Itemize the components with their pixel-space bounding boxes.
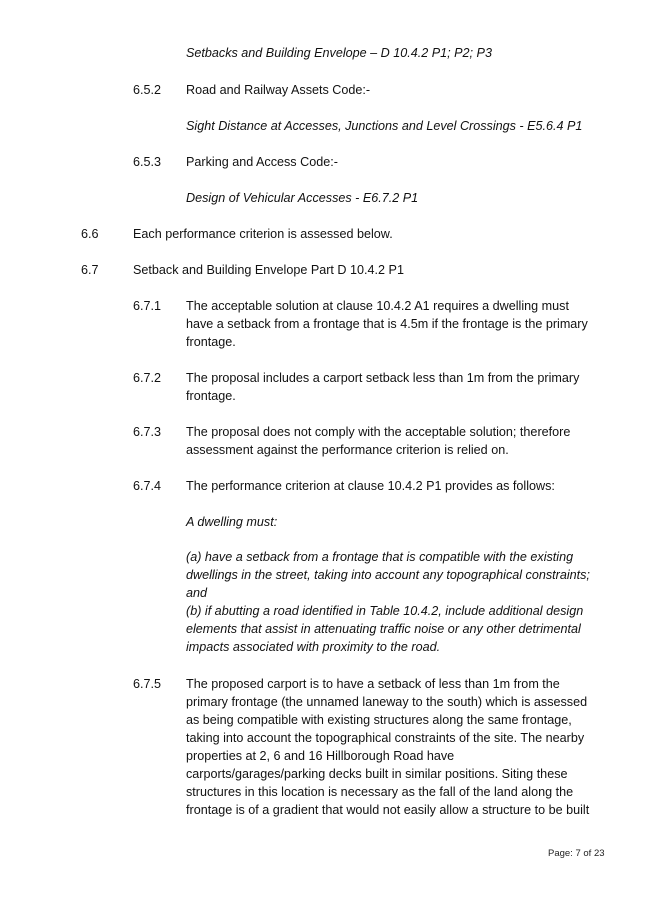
quote-line: and: [186, 586, 208, 600]
paragraph-line: properties at 2, 6 and 16 Hillborough Road have: [186, 749, 455, 763]
quote-line: impacts associated with proximity to the road.: [186, 640, 441, 654]
section-number-6-5-3: 6.5.3: [133, 155, 162, 169]
quoted-criterion: [186, 548, 606, 656]
quote-intro: A dwelling must:: [186, 515, 278, 529]
paragraph-line: The proposal does not comply with the acceptable solution; therefore: [186, 425, 571, 439]
paragraph-line: structures in this location is necessary as the fall of the land along the: [186, 785, 574, 799]
paragraph-line: primary frontage (the unnamed laneway to the south) which is assessed: [186, 695, 588, 709]
clause-reference-sight-distance: Sight Distance at Accesses, Junctions and Level Crossings - E5.6.4 P1: [186, 119, 583, 133]
section-number-6-7-1: 6.7.1: [133, 299, 162, 313]
section-heading-road-railway-assets: Road and Railway Assets Code:-: [186, 83, 371, 97]
section-heading-parking-access: Parking and Access Code:-: [186, 155, 338, 169]
section-number-6-7-5: 6.7.5: [133, 677, 162, 691]
paragraph-line: have a setback from a frontage that is 4.5m if the frontage is the primary: [186, 317, 588, 331]
section-number-6-5-2: 6.5.2: [133, 83, 162, 97]
paragraph-line: The proposed carport is to have a setback of less than 1m from the: [186, 677, 560, 691]
clause-reference-setbacks: Setbacks and Building Envelope – D 10.4.2 P1; P2; P3: [186, 46, 492, 60]
paragraph-line: frontage is of a gradient that would not easily allow a structure to be built: [186, 803, 590, 817]
paragraph-line: frontage.: [186, 389, 236, 403]
paragraph-line: carports/garages/parking decks built in similar positions. Siting these: [186, 767, 568, 781]
paragraph-6-7-2: [186, 369, 606, 405]
quote-line: dwellings in the street, taking into account any topographical constraints;: [186, 568, 590, 582]
section-number-6-7-3: 6.7.3: [133, 425, 162, 439]
section-text-6-6: Each performance criterion is assessed below.: [133, 227, 393, 241]
section-number-6-7-2: 6.7.2: [133, 371, 162, 385]
paragraph-6-7-5: [186, 675, 606, 819]
section-number-6-7: 6.7: [81, 263, 99, 277]
paragraph-line: taking into account the topographical constraints of the site. The nearby: [186, 731, 585, 745]
paragraph-6-7-1: [186, 297, 606, 351]
section-heading-6-7: Setback and Building Envelope Part D 10.4.2 P1: [133, 263, 404, 277]
quote-line: (a) have a setback from a frontage that is compatible with the existing: [186, 550, 574, 564]
section-number-6-7-4: 6.7.4: [133, 479, 162, 493]
section-number-6-6: 6.6: [81, 227, 99, 241]
paragraph-line: The proposal includes a carport setback less than 1m from the primary: [186, 371, 580, 385]
quote-line: elements that assist in attenuating traffic noise or any other detrimental: [186, 622, 581, 636]
paragraph-line: The acceptable solution at clause 10.4.2 A1 requires a dwelling must: [186, 299, 569, 313]
paragraph-line: as being compatible with existing structures along the same frontage,: [186, 713, 572, 727]
quote-line: (b) if abutting a road identified in Table 10.4.2, include additional design: [186, 604, 584, 618]
paragraph-line: assessment against the performance criterion is relied on.: [186, 443, 509, 457]
paragraph-line: frontage.: [186, 335, 236, 349]
clause-reference-vehicular-accesses: Design of Vehicular Accesses - E6.7.2 P1: [186, 191, 419, 205]
paragraph-6-7-3: [186, 423, 606, 459]
page-number-footer: Page: 7 of 23: [548, 848, 605, 859]
paragraph-6-7-4: The performance criterion at clause 10.4.2 P1 provides as follows:: [186, 479, 555, 493]
